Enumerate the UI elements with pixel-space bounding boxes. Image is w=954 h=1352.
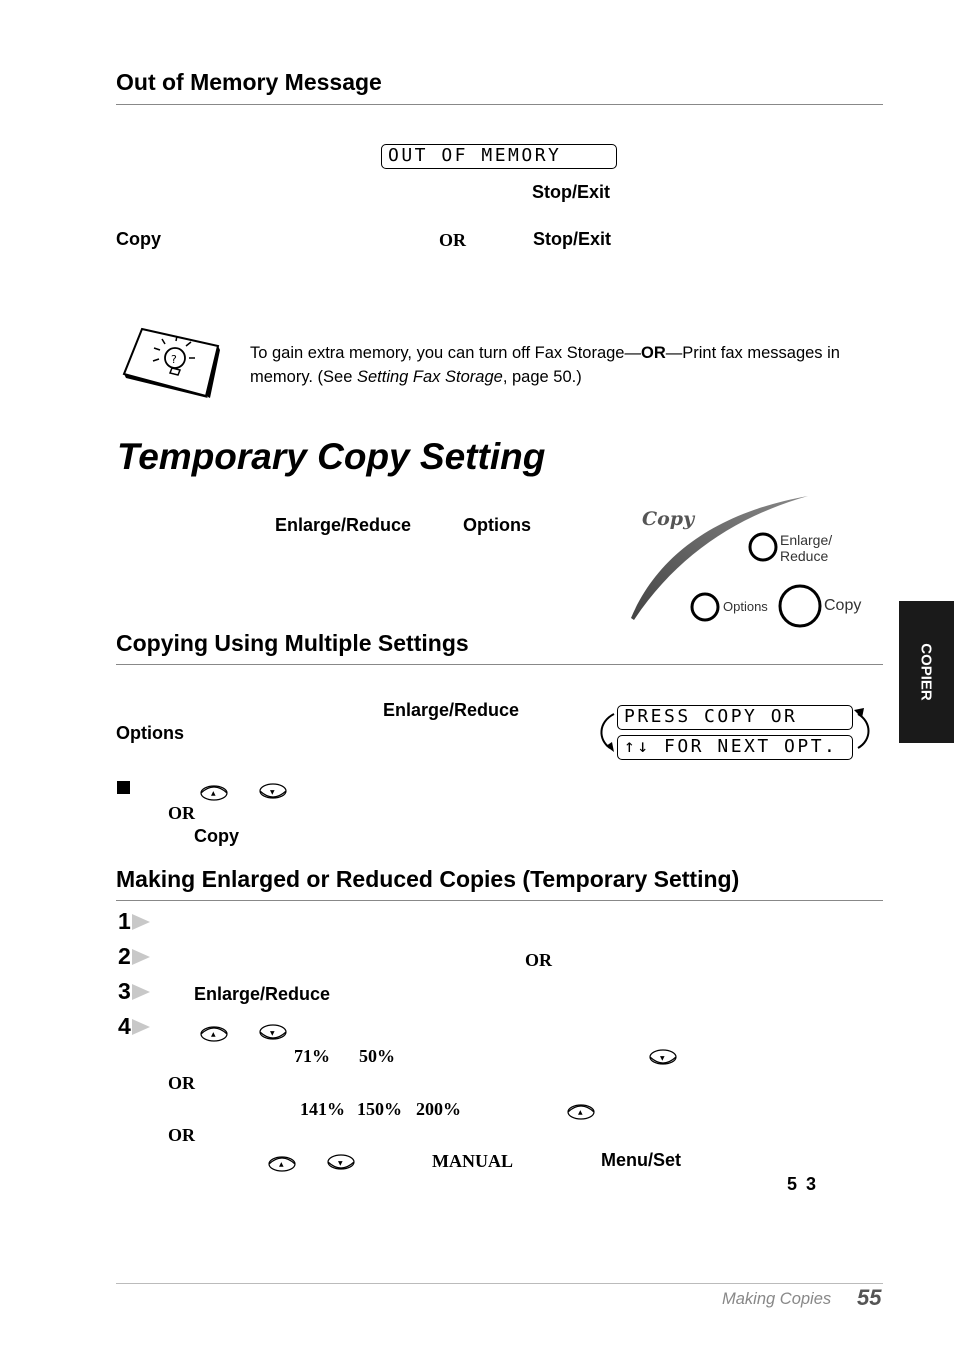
svg-text:▲: ▲ <box>211 1031 216 1038</box>
svg-text:▲: ▲ <box>279 1161 284 1168</box>
lcd-line-2: ↑↓ FOR NEXT OPT. <box>617 735 853 760</box>
enlarge-reduce-label: Enlarge/Reduce <box>383 700 520 720</box>
bullet-square <box>117 781 130 794</box>
down-arrow-key-icon <box>326 1154 356 1172</box>
lcd-line-1: PRESS COPY OR <box>617 705 853 730</box>
enlarge-reduce-label: Enlarge/Reduce <box>194 984 331 1004</box>
percent-200: 200% <box>416 1099 461 1119</box>
step-marker <box>118 908 152 938</box>
enlarge-reduce-label: Enlarge/Reduce <box>275 515 412 535</box>
panel-enlarge-line: Enlarge/ <box>780 532 833 548</box>
stop-exit-label: Stop/Exit <box>533 229 612 249</box>
percent-150: 150% <box>357 1099 402 1119</box>
step-number: 2 <box>118 943 131 969</box>
step-arrow-icon <box>132 984 150 1000</box>
note-text <box>250 341 880 389</box>
down-arrow-key-icon <box>258 1024 288 1042</box>
panel-enlarge-reduce <box>780 532 832 564</box>
heading-rule <box>116 900 883 901</box>
step-arrow-icon <box>132 949 150 965</box>
panel-brand: Copy <box>642 508 695 530</box>
down-arrow-key-icon <box>648 1049 678 1067</box>
copy-key-label: Copy <box>116 229 161 249</box>
or-text: OR <box>168 1073 195 1093</box>
note-text-part: , page 50.) <box>502 368 582 386</box>
digit-5: 5 <box>787 1174 798 1194</box>
up-arrow-key-icon <box>566 1102 596 1120</box>
down-arrow-key-icon <box>258 783 288 801</box>
panel-options-label: Options <box>723 599 768 614</box>
or-text: OR <box>168 803 195 823</box>
page-title: Temporary Copy Setting <box>117 436 546 477</box>
or-text: OR <box>168 1125 195 1145</box>
note-text-part: memory. (See <box>250 368 357 386</box>
svg-text:▲: ▲ <box>211 790 216 797</box>
page-number: 55 <box>857 1285 882 1310</box>
step-number: 3 <box>118 978 131 1004</box>
up-arrow-key-icon <box>199 783 229 801</box>
lightbulb-note-icon <box>120 326 220 398</box>
manual-option: MANUAL <box>432 1151 513 1171</box>
side-tab-label: COPIER <box>917 643 935 701</box>
panel-copy-label: Copy <box>824 597 862 614</box>
note-text-part: To gain extra memory, you can turn off Fax Storage— <box>250 344 641 362</box>
or-text: OR <box>439 230 466 250</box>
heading-rule <box>116 104 883 105</box>
note-reference: Setting Fax Storage <box>356 368 503 386</box>
svg-text:▲: ▲ <box>578 1109 583 1116</box>
step-marker <box>118 943 152 973</box>
copy-key-label: Copy <box>194 826 239 846</box>
note-or: OR <box>641 344 666 362</box>
step-number: 4 <box>118 1013 131 1039</box>
side-tab <box>899 601 954 743</box>
step-arrow-icon <box>132 914 150 930</box>
footer-rule <box>116 1283 883 1284</box>
stop-exit-label: Stop/Exit <box>532 182 611 202</box>
options-label: Options <box>463 515 531 535</box>
menu-set-label: Menu/Set <box>601 1150 682 1170</box>
or-text: OR <box>525 950 552 970</box>
panel-reduce-line: Reduce <box>780 548 829 564</box>
svg-text:▼: ▼ <box>660 1055 665 1062</box>
lcd-out-of-memory: OUT OF MEMORY <box>381 144 617 169</box>
step-marker <box>118 978 152 1008</box>
note-text-part: —Print fax messages in <box>665 344 840 362</box>
percent-141: 141% <box>300 1099 345 1119</box>
svg-text:?: ? <box>171 353 177 366</box>
svg-text:▼: ▼ <box>338 1160 343 1167</box>
step-marker <box>118 1013 152 1043</box>
heading-multiple-settings: Copying Using Multiple Settings <box>116 630 469 656</box>
percent-71: 71% <box>294 1046 330 1066</box>
options-label: Options <box>116 723 184 743</box>
heading-out-of-memory: Out of Memory Message <box>116 69 382 95</box>
svg-text:▼: ▼ <box>270 1030 275 1037</box>
up-arrow-key-icon <box>199 1024 229 1042</box>
copy-panel-illustration <box>628 494 878 634</box>
up-arrow-key-icon <box>267 1154 297 1172</box>
step-arrow-icon <box>132 1019 150 1035</box>
svg-text:▼: ▼ <box>270 789 275 796</box>
digit-3: 3 <box>806 1174 817 1194</box>
step-number: 1 <box>118 908 131 934</box>
percent-50: 50% <box>359 1046 395 1066</box>
heading-enlarged-reduced: Making Enlarged or Reduced Copies (Temporary Setting) <box>116 866 740 892</box>
heading-rule <box>116 664 883 665</box>
footer-section-name: Making Copies <box>722 1290 832 1308</box>
